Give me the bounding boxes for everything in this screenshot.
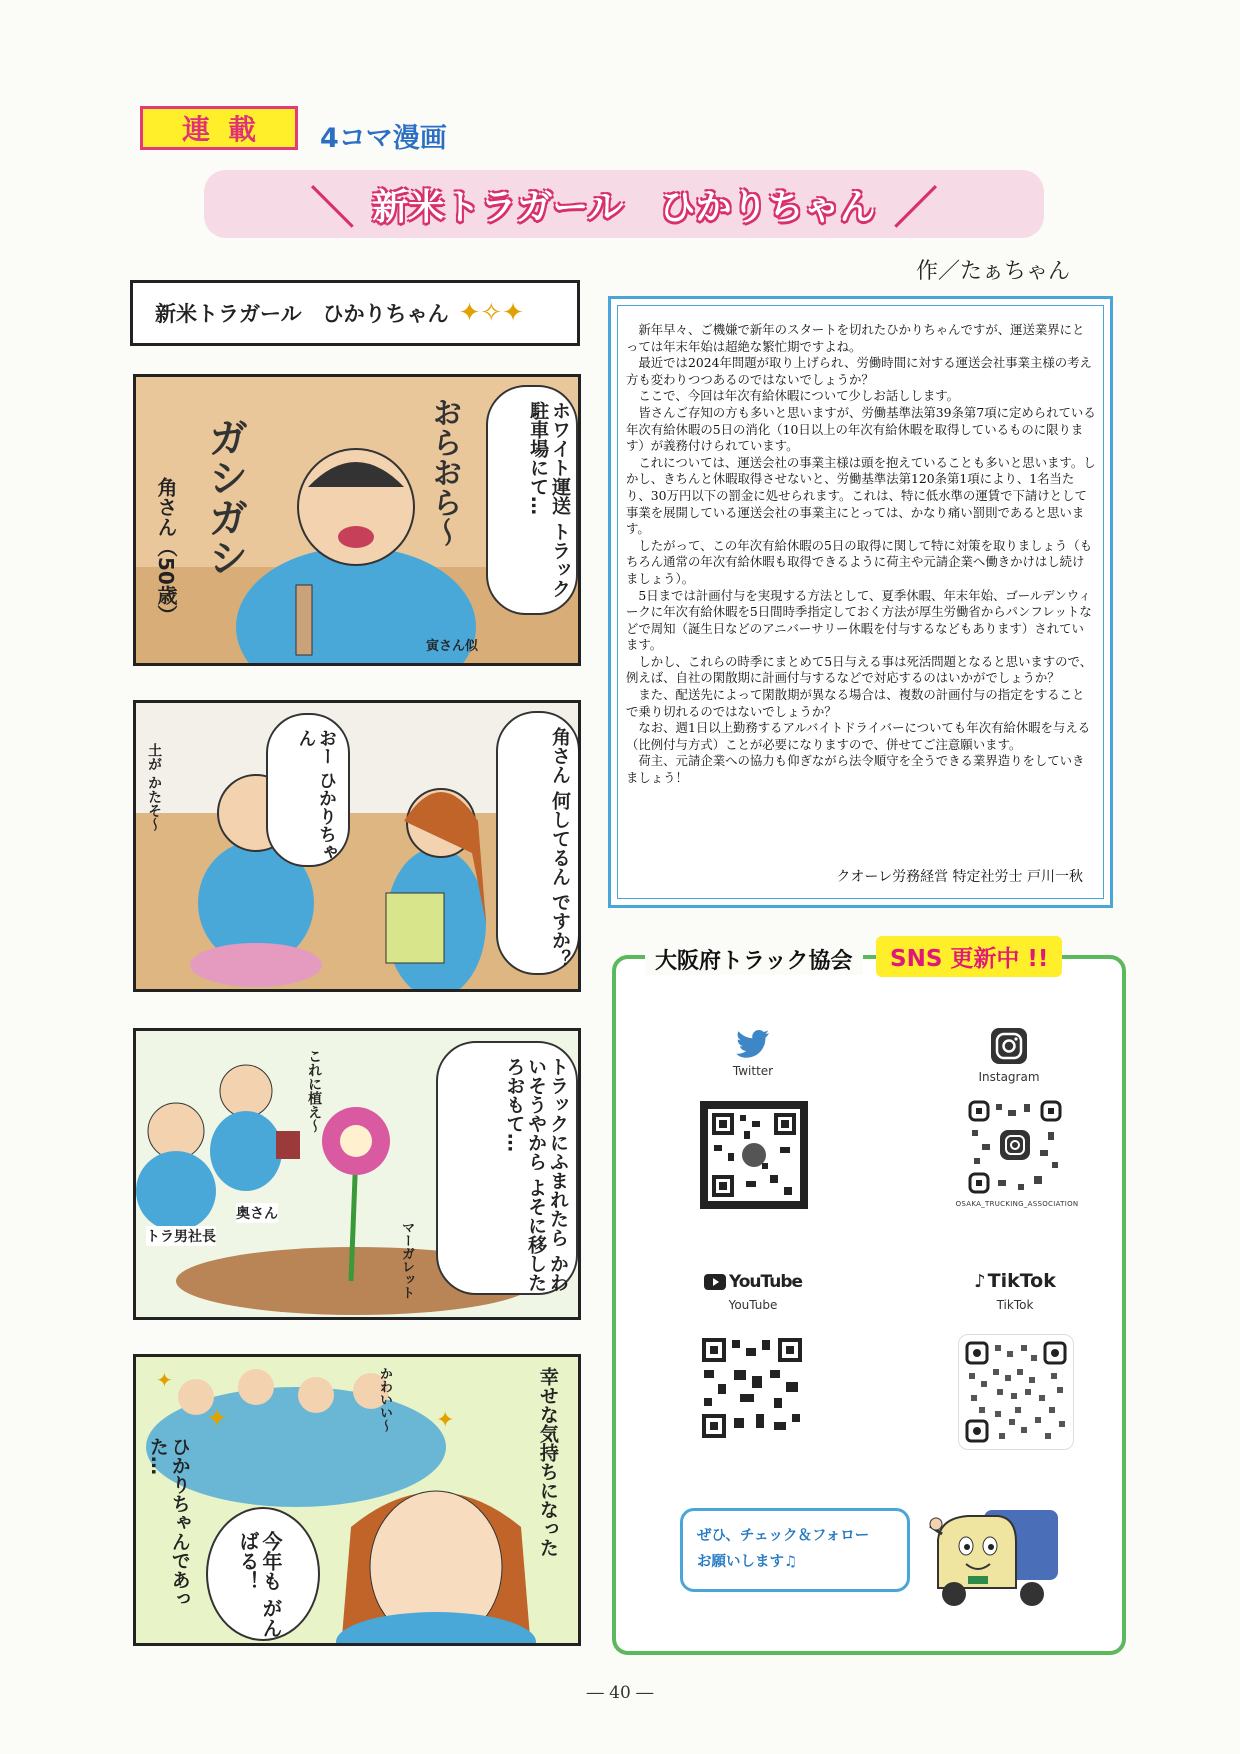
article-paragraph: 荷主、元請企業への協力も仰ぎながら法令順守を全うできる業界造りをしていきましょう！: [626, 753, 1085, 786]
qr-pattern-icon: [968, 1100, 1062, 1194]
caption-text: ホワイト運送 トラック駐車場にて…: [527, 401, 571, 598]
article-paragraph: ここで、今回は年次有給休暇について少しお話しします。: [638, 388, 960, 404]
serial-label-tag: [140, 106, 298, 150]
speech-bubble: [436, 1041, 578, 1295]
speech-kaku: おー ひかりちゃん: [295, 729, 337, 862]
side-remark: かわいい～: [376, 1367, 392, 1432]
author-credit: 作／たぁちゃん: [916, 259, 1071, 284]
article-signature: クオーレ労務経営 特定社労士 戸川一秋: [836, 869, 1083, 885]
tiktok-label: TikTok: [996, 1298, 1034, 1312]
organization-name: 大阪府トラック協会: [645, 944, 863, 975]
speech-bubble: [206, 1507, 320, 1641]
youtube-logo-text: YouTube: [728, 1272, 803, 1292]
instagram-label: Instagram: [978, 1070, 1040, 1084]
instagram-qr-code[interactable]: [968, 1100, 1062, 1194]
follow-callout: [680, 1508, 910, 1592]
flower-sfx: マーガレット: [398, 1221, 414, 1299]
manga-panel-3: [133, 1028, 581, 1320]
article-paragraph: 5日までは計画付与を実現する方法として、夏季休暇、年末年始、ゴールデンウィークに年次有給休暇を5日間時季指定しておく方法が厚生労働省からパンフレットなどで周知（誕生日などのアニバーサリー休暇を付与するなどもあります）されています。: [626, 587, 1092, 653]
article-paragraph: したがって、この年次有給休暇の5日の取得に関して特に対策を取りましょう（もちろん通常の年次有給休暇も取得できるように荷主や元請企業へ働きかけはし続けましょう）。: [626, 537, 1093, 586]
speech-text: トラックにふまれたら かわいそうやから よそに移したろおもて…: [503, 1057, 569, 1292]
label-president: トラ男社長: [146, 1226, 216, 1246]
article-paragraph: 皆さんご存知の方も多いと思いますが、労働基準法第39条第7項に定められている年次有給休暇の5日の消化（10日以上の年次有給休暇を取得しているものに限ります）が義務付けられています。: [626, 404, 1096, 454]
tiktok-logo-text: TikTok: [987, 1270, 1056, 1292]
qr-pattern-icon: [700, 1101, 808, 1209]
caption-box: [486, 385, 578, 615]
article-body: [626, 322, 1096, 787]
twitter-qr-code[interactable]: [700, 1101, 808, 1209]
youtube-label: YouTube: [728, 1298, 778, 1312]
speech-bubble-kaku: [266, 713, 350, 867]
panel-4-illustration: [136, 1357, 581, 1646]
page-number: ― 40 ―: [586, 1683, 654, 1703]
article-paragraph: しかし、これらの時季にまとめて5日与える事は死活問題となると思いますので、例えば、自社の閑散期に計画付与するなどで対応するのはいかがでしょうか？: [626, 653, 1093, 686]
truck-mascot-icon: [928, 1490, 1068, 1620]
instagram-icon: [991, 1028, 1027, 1064]
twitter-label: Twitter: [732, 1064, 774, 1078]
column-article: [608, 296, 1113, 908]
speech-text: 今年も がんばる！: [236, 1531, 283, 1638]
qr-pattern-icon: [700, 1336, 804, 1440]
shout-text: おらおら～: [426, 397, 462, 547]
svg-text:✦: ✦: [206, 1404, 228, 1434]
tiktok-qr-code[interactable]: [958, 1334, 1074, 1450]
manga-panel-4: [133, 1354, 581, 1646]
article-paragraph: なお、週1日以上勤務するアルバイトドライバーについても年次有給休暇を与える（比例付与方式）ことが必要になりますので、併せてご注意願います。: [626, 720, 1091, 752]
svg-text:✦: ✦: [436, 1408, 455, 1433]
strip-title: 新米トラガール ひかりちゃん: [155, 302, 449, 326]
tiktok-block[interactable]: [950, 1270, 1080, 1312]
sparkle-icon: ✦✧✦: [458, 298, 524, 328]
comic-title-banner: [204, 170, 1044, 238]
manga-kind-label: 4コマ漫画: [320, 123, 447, 154]
article-inner-border: [617, 305, 1104, 899]
slash-decoration-icon: ／: [893, 183, 938, 234]
manga-panel-2: [133, 700, 581, 992]
note-text: 寅さん似: [426, 639, 479, 654]
slash-decoration-icon: ＼: [310, 183, 355, 234]
sns-update-badge: SNS 更新中 !!: [876, 936, 1062, 977]
side-remark: 土が かたそ～: [146, 743, 163, 832]
article-paragraph: これについては、運送会社の事業主様は頭を抱えていることも多いと思います。しかし、きちんと休暇取得させないと、労働基準法第120条第1項により、1名当たり、30万円以下の罰金に処せられます。これは、特に低水準の運賃で下請けとして事業を展開している運送会社の事業主にとっては、かなり痛い罰則であると思います。: [626, 454, 1096, 537]
strip-title-box: [130, 280, 580, 346]
speech-bubble-hikari: [496, 711, 580, 975]
twitter-block[interactable]: [688, 1030, 818, 1078]
qr-pattern-icon: [959, 1335, 1073, 1449]
cta-line-2: お願いします♫: [697, 1554, 797, 1570]
youtube-qr-code[interactable]: [700, 1336, 804, 1440]
character-label: 角さん（50歳）: [154, 477, 178, 625]
ending-narration: ひかりちゃんであった…: [146, 1437, 191, 1608]
youtube-block[interactable]: [688, 1272, 818, 1312]
narration: 幸せな気持ちになった: [536, 1367, 559, 1557]
side-remark: これに植え～: [306, 1049, 323, 1133]
article-paragraph: また、配送先によって閑散期が異なる場合は、複数の計画付与の指定をすることで乗り切れるのではないでしょうか？: [626, 687, 1085, 719]
cta-line-1: ぜひ、チェック＆フォロー: [697, 1528, 870, 1544]
comic-title: 新米トラガール ひかりちゃん: [372, 186, 876, 228]
svg-text:✦: ✦: [156, 1368, 173, 1392]
sound-effect: ガシガシ: [202, 417, 248, 577]
instagram-handle: OSAKA_TRUCKING_ASSOCIATION: [955, 1200, 1079, 1208]
article-paragraph: 最近では2024年問題が取り上げられ、労働時間に対する運送会社事業主様の考え方も変わりつつあるのではないでしょうか？: [626, 355, 1092, 387]
serial-label: 連載: [181, 113, 274, 146]
instagram-block[interactable]: [944, 1028, 1074, 1084]
tiktok-icon: ♪: [974, 1270, 986, 1292]
manga-panel-1: [133, 374, 581, 666]
label-wife: 奥さん: [236, 1203, 278, 1223]
twitter-icon: [736, 1030, 770, 1058]
speech-hikari: 角さん 何してるん ですか？: [549, 727, 571, 969]
article-paragraph: 新年早々、ご機嫌で新年のスタートを切れたひかりちゃんですが、運送業界にとっては年末年始は超絶な繁忙期ですよね。: [626, 322, 1085, 354]
youtube-icon: [704, 1274, 726, 1290]
